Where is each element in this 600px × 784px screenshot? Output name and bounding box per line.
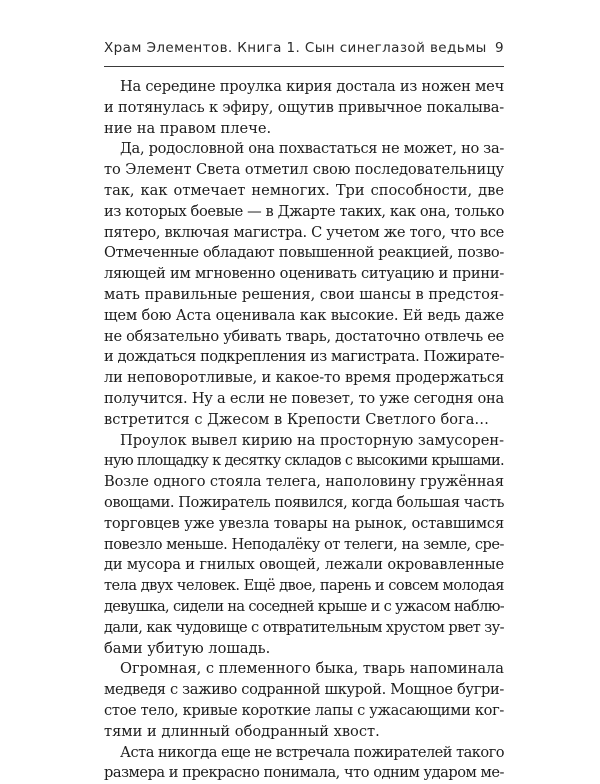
text-line: размера и прекрасно понимала, что одним ударом ме- — [104, 763, 504, 784]
text-line: тями и длинный ободранный хвост. — [104, 722, 504, 743]
text-line: Отмеченные обладают повышенной реакцией, позво- — [104, 243, 504, 264]
text-line: ди мусора и гнилых овощей, лежали окровавленные — [104, 555, 504, 576]
running-head — [104, 40, 504, 62]
paragraph — [104, 431, 504, 660]
text-line: Возле одного стояла телега, наполовину гружённая — [104, 472, 504, 493]
text-line: так, как отмечает немногих. Три способности, две — [104, 181, 504, 202]
text-line: бами убитую лошадь. — [104, 639, 504, 660]
text-line: щем бою Аста оценивала как высокие. Ей ведь даже — [104, 306, 504, 327]
paragraph — [104, 743, 504, 784]
text-line: и потянулась к эфиру, ощутив привычное покалыва- — [104, 98, 504, 119]
text-line: Да, родословной она похвастаться не может, но за- — [104, 139, 504, 160]
text-line: Огромная, с племенного быка, тварь напоминала — [104, 659, 504, 680]
text-line: повезло меньше. Неподалёку от телеги, на земле, сре- — [104, 535, 504, 556]
page-number: 9 — [495, 40, 504, 56]
paragraph — [104, 77, 504, 139]
text-line: Аста никогда еще не встречала пожирателей такого — [104, 743, 504, 764]
text-line: то Элемент Света отметил свою последовательницу — [104, 160, 504, 181]
text-line: не обязательно убивать тварь, достаточно отвлечь ее — [104, 327, 504, 348]
text-line: из которых боевые — в Джарте таких, как она, только — [104, 202, 504, 223]
text-line: тела двух человек. Ещё двое, парень и совсем молодая — [104, 576, 504, 597]
running-head-title: Храм Элементов. Книга 1. Сын синеглазой ведьмы — [104, 40, 487, 56]
text-line: стое тело, кривые короткие лапы с ужасающими ког- — [104, 701, 504, 722]
text-line: мать правильные решения, свои шансы в предстоя- — [104, 285, 504, 306]
header-rule — [104, 66, 504, 67]
text-line: ли неповоротливые, и какое-то время продержаться — [104, 368, 504, 389]
text-line: получится. Ну а если не повезет, то уже сегодня она — [104, 389, 504, 410]
text-line: дали, как чудовище с отвратительным хрустом рвет зу- — [104, 618, 504, 639]
text-line: овощами. Пожиратель появился, когда большая часть — [104, 493, 504, 514]
body-text — [104, 77, 504, 784]
text-line: встретится с Джесом в Крепости Светлого бога… — [104, 410, 504, 431]
text-line: торговцев уже увезла товары на рынок, оставшимся — [104, 514, 504, 535]
paragraph — [104, 659, 504, 742]
text-line: Проулок вывел кирию на просторную замусорен- — [104, 431, 504, 452]
text-line: девушка, сидели на соседней крыше и с ужасом наблю- — [104, 597, 504, 618]
text-line: ляющей им мгновенно оценивать ситуацию и прини- — [104, 264, 504, 285]
text-line: медведя с заживо содранной шкурой. Мощное бугри- — [104, 680, 504, 701]
text-line: ние на правом плече. — [104, 119, 504, 140]
paragraph — [104, 139, 504, 430]
text-line: и дождаться подкрепления из магистрата. Пожирате- — [104, 347, 504, 368]
text-line: На середине проулка кирия достала из ножен меч — [104, 77, 504, 98]
text-line: ную площадку к десятку складов с высокими крышами. — [104, 451, 504, 472]
text-line: пятеро, включая магистра. С учетом же того, что все — [104, 223, 504, 244]
